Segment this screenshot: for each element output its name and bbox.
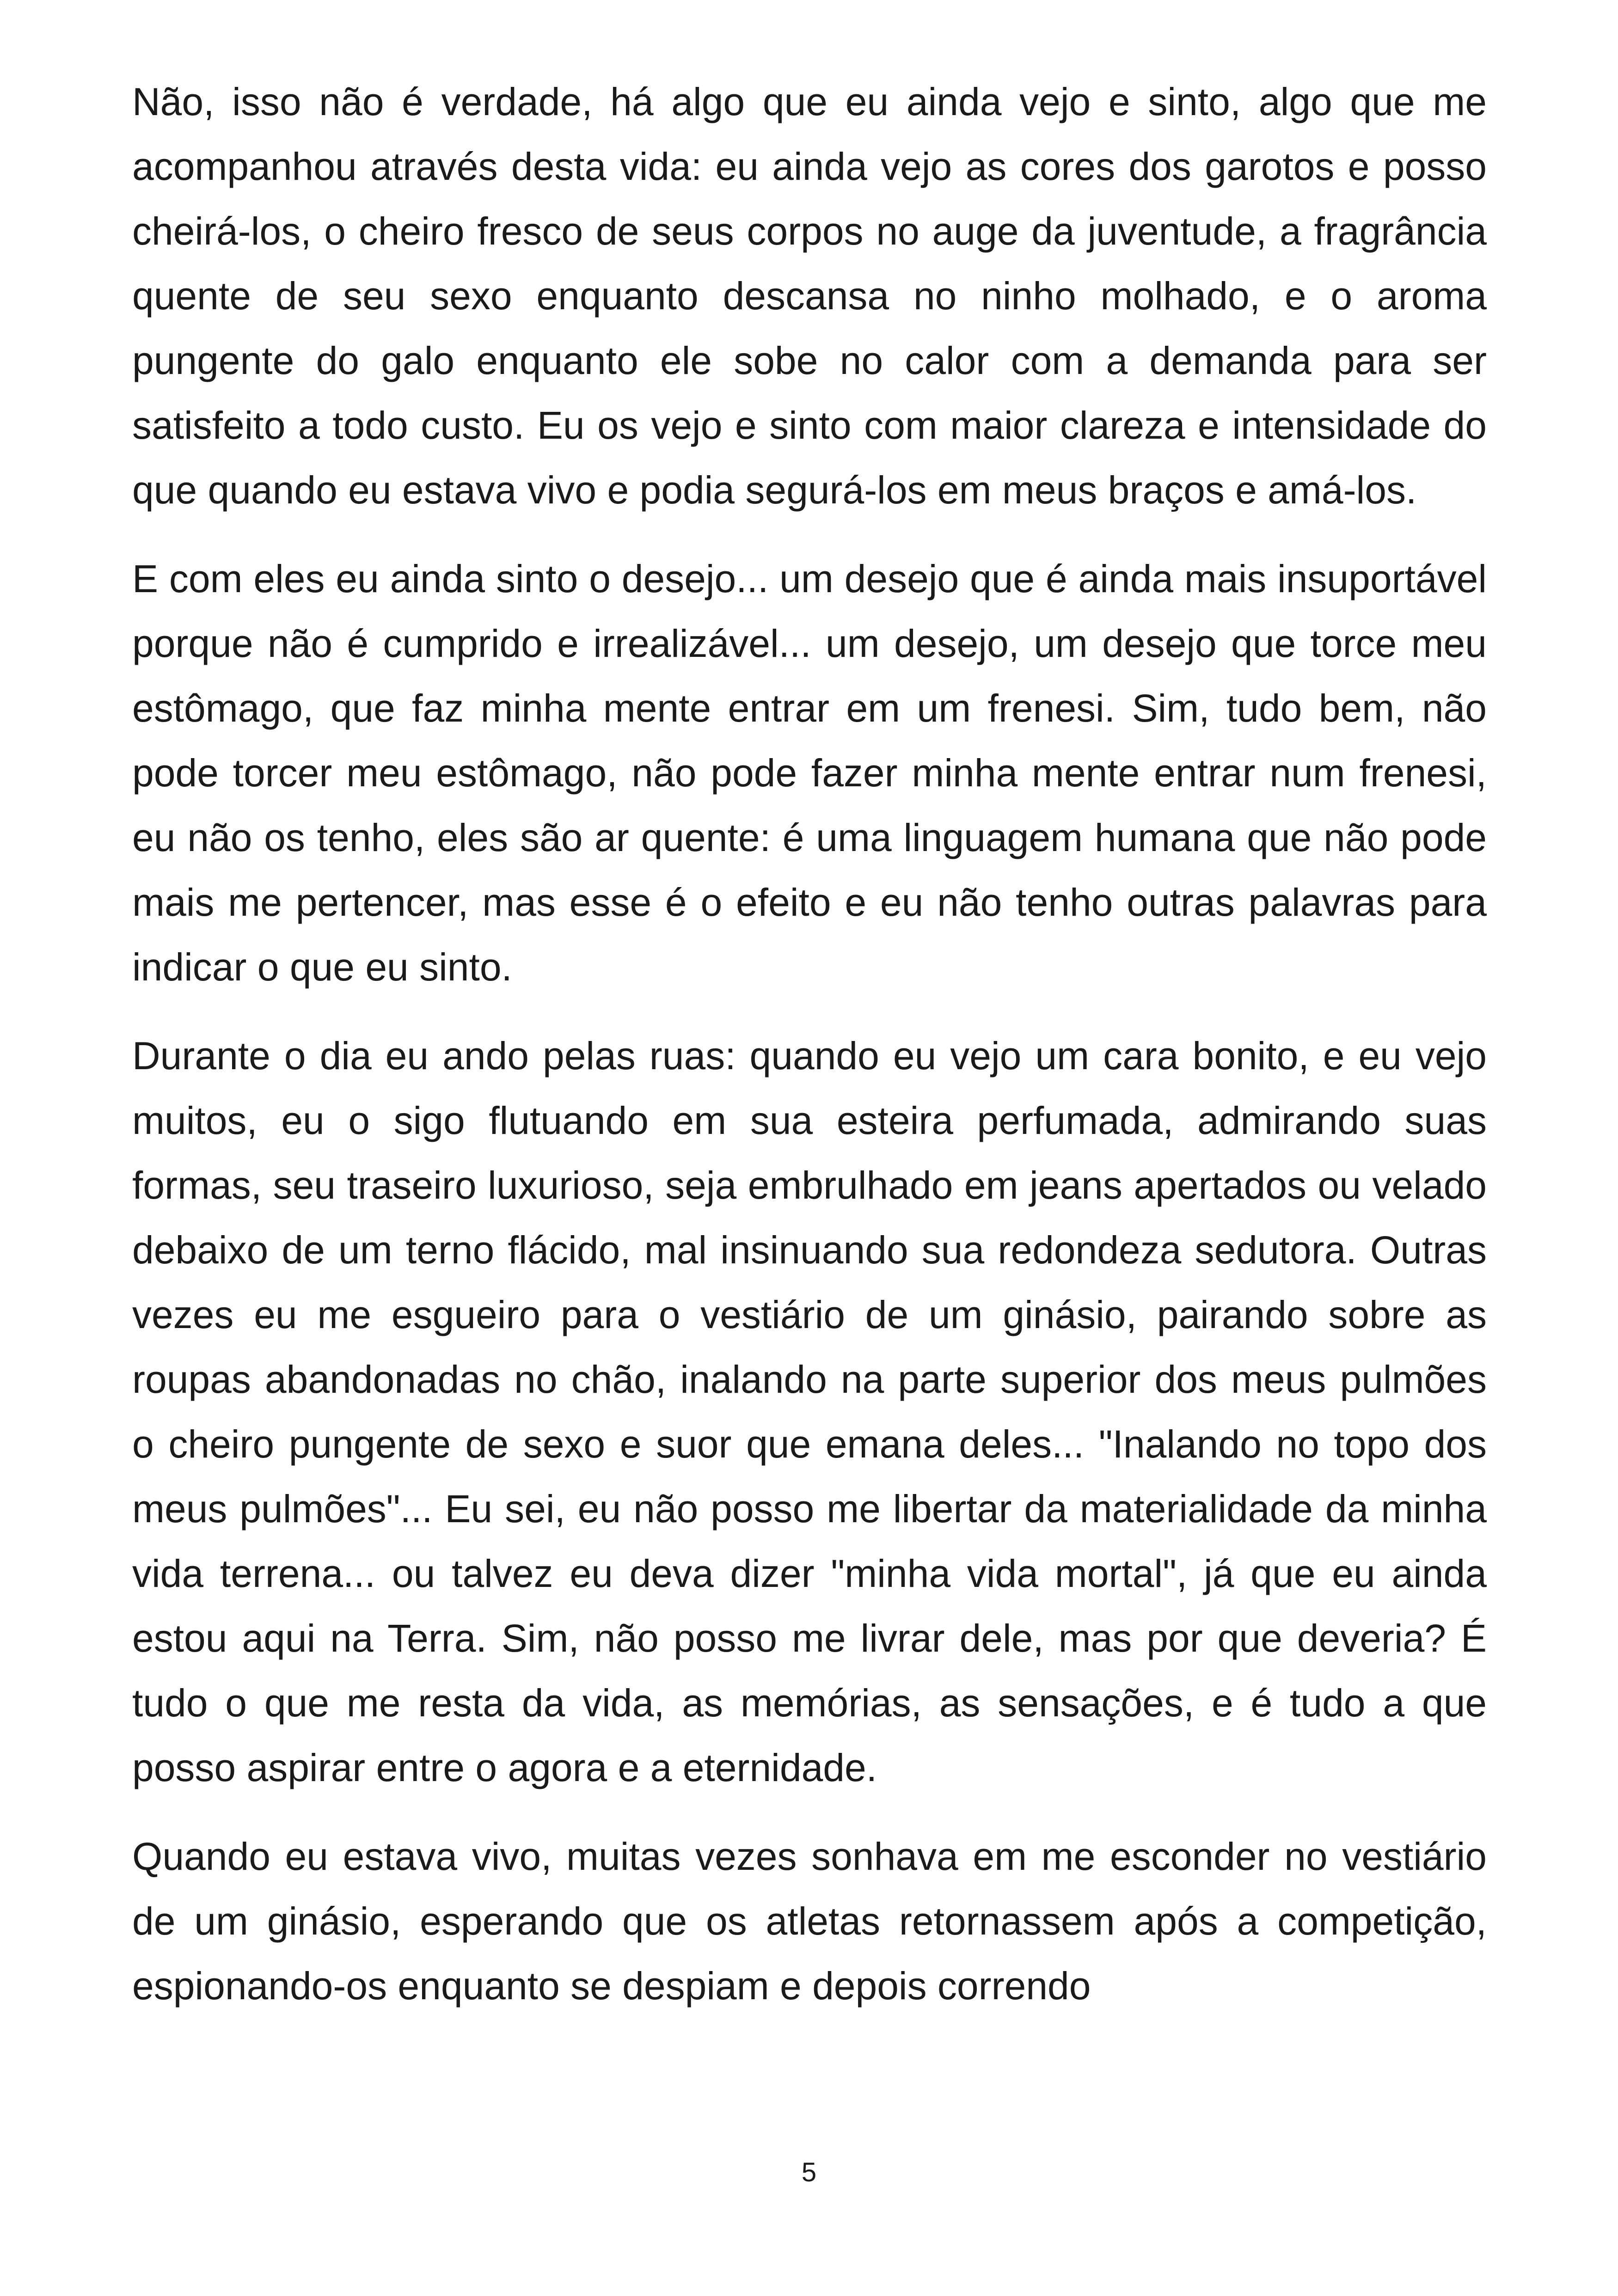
paragraph-3: Durante o dia eu ando pelas ruas: quando eu vejo um cara bonito, e eu vejo muitos, eu o sigo flutuando em sua esteira perfumada, admirando suas formas, seu traseiro luxurioso, seja embrulhado em jeans apertados ou velado debaixo de um terno flácido, mal insinuando sua redondeza sedutora. Outras vezes eu me esgueiro para o vestiário de um ginásio, pairando sobre as roupas abandonadas no chão, inalando na parte superior dos meus pulmões o cheiro pungente de sexo e suor que emana deles... "Inalando no topo dos meus pulmões"... Eu sei, eu não posso me libertar da materialidade da minha vida terrena... ou talvez eu deva dizer "minha vida mortal", já que eu ainda estou aqui na Terra. Sim, não posso me livrar dele, mas por que deveria? É tudo o que me resta da vida, as memórias, as sensações, e é tudo a que posso aspirar entre o agora e a eternidade. — [132, 1034, 1487, 1789]
page-number: 5 — [801, 2157, 817, 2187]
paragraph-2: E com eles eu ainda sinto o desejo... um desejo que é ainda mais insuportável porque não é cumprido e irrealizável... um desejo, um desejo que torce meu estômago, que faz minha mente entrar em um frenesi. Sim, tudo bem, não pode torcer meu estômago, não pode fazer minha mente entrar num frenesi, eu não os tenho, eles são ar quente: é uma linguagem humana que não pode mais me pertencer, mas esse é o efeito e eu não tenho outras palavras para indicar o que eu sinto. — [132, 557, 1487, 989]
paragraph-4: Quando eu estava vivo, muitas vezes sonhava em me esconder no vestiário de um ginásio, esperando que os atletas retornassem após a competição, espionando-os enquanto se despiam e depois correndo — [132, 1835, 1487, 2008]
body-text — [132, 69, 1487, 2018]
paragraph-1: Não, isso não é verdade, há algo que eu ainda vejo e sinto, algo que me acompanhou através desta vida: eu ainda vejo as cores dos garotos e posso cheirá-los, o cheiro fresco de seus corpos no auge da juventude, a fragrância quente de seu sexo enquanto descansa no ninho molhado, e o aroma pungente do galo enquanto ele sobe no calor com a demanda para ser satisfeito a todo custo. Eu os vejo e sinto com maior clareza e intensidade do que quando eu estava vivo e podia segurá-los em meus braços e amá-los. — [132, 80, 1487, 512]
